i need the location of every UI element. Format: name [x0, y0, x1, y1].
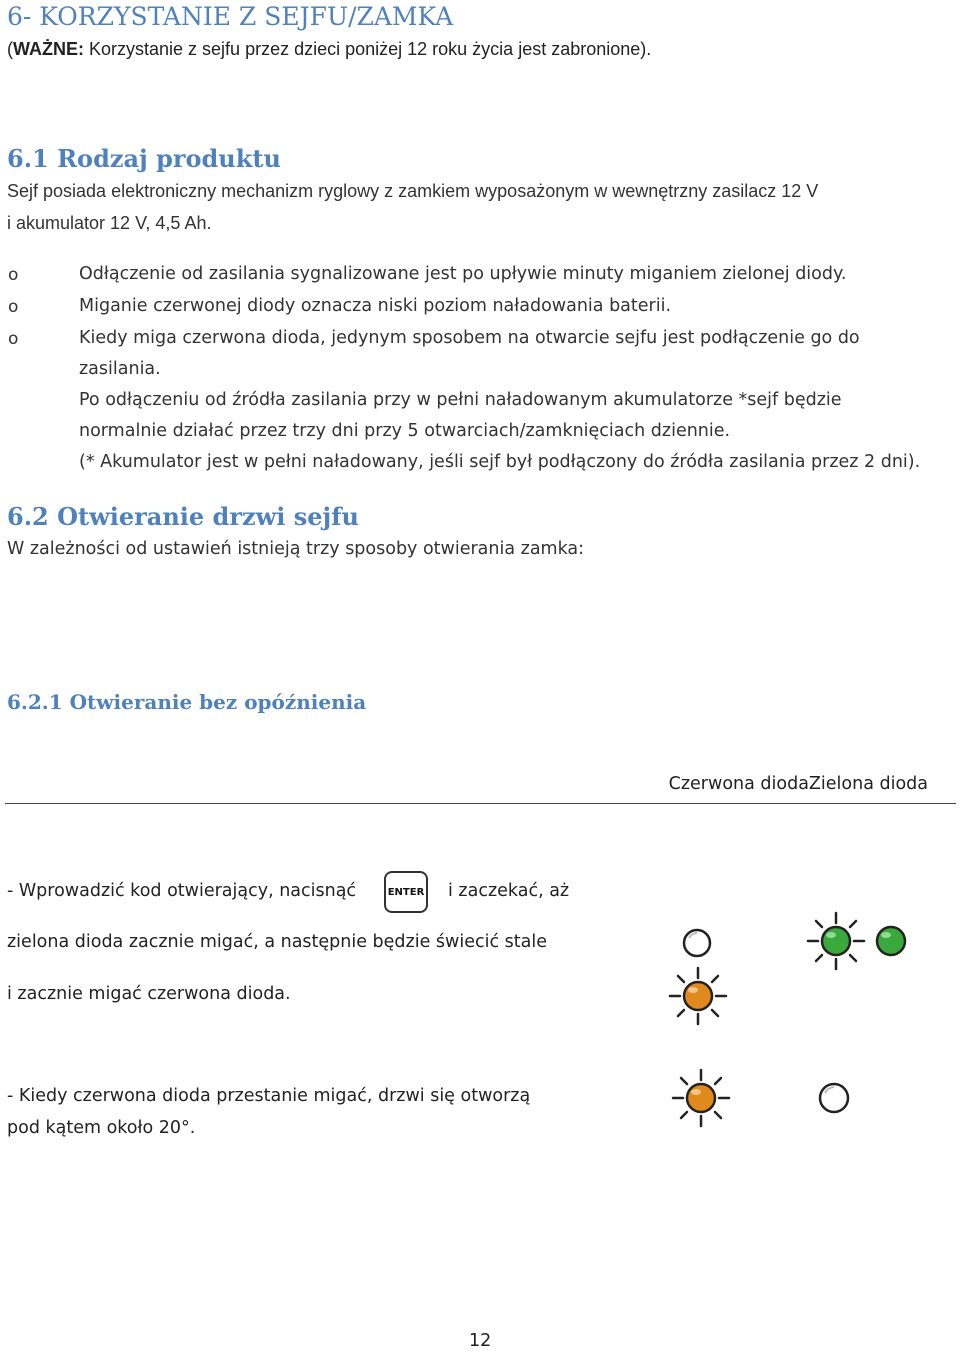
- step-2-line-1: - Kiedy czerwona dioda przestanie migać, drzwi się otworzą: [7, 1086, 531, 1106]
- step-2-line-2: pod kątem około 20°.: [7, 1118, 196, 1138]
- bullet-marker: o: [8, 297, 19, 317]
- led-column-headers: Czerwona diodaZielona dioda: [668, 774, 928, 794]
- bullet-marker: o: [8, 265, 19, 285]
- section-6-title: 6- KORZYSTANIE Z SEJFU/ZAMKA: [7, 2, 454, 31]
- section-6-2-title: 6.2 Otwieranie drzwi sejfu: [7, 502, 359, 531]
- bullet-item-continuation: Po odłączeniu od źródła zasilania przy w pełni naładowanym akumulatorze *sejf będzie: [79, 390, 842, 410]
- enter-key-label: ENTER: [387, 886, 425, 898]
- note-open: (: [7, 39, 13, 59]
- green-led-blinking-icon: [806, 911, 866, 971]
- product-description-line-1: Sejf posiada elektroniczny mechanizm ryglowy z zamkiem wyposażonym w wewnętrzny zasilacz 12 V: [7, 181, 819, 201]
- red-led-blinking-icon: [668, 966, 728, 1026]
- step-1-line-2: zielona dioda zacznie migać, a następnie będzie świecić stale: [7, 932, 547, 952]
- enter-key-icon: [384, 871, 428, 913]
- bullet-item: Odłączenie od zasilania sygnalizowane jest po upływie minuty miganiem zielonej diody.: [79, 264, 847, 284]
- bullet-item-continuation: (* Akumulator jest w pełni naładowany, jeśli sejf był podłączony do źródła zasilania przez 2 dni).: [79, 452, 921, 472]
- green-led-off-icon: [816, 1080, 852, 1116]
- important-note: [7, 39, 651, 60]
- bullet-item-continuation: normalnie działać przez trzy dni przy 5 otwarciach/zamknięciach dziennie.: [79, 421, 731, 441]
- section-6-2-intro: W zależności od ustawień istnieją trzy sposoby otwierania zamka:: [7, 539, 585, 559]
- step-1-line-3: i zacznie migać czerwona dioda.: [7, 984, 291, 1004]
- note-text: Korzystanie z sejfu przez dzieci poniżej 12 roku życia jest zabronione).: [84, 39, 652, 59]
- step-1-text-a: - Wprowadzić kod otwierający, nacisnąć: [7, 881, 357, 901]
- bullet-item-continuation: zasilania.: [79, 359, 161, 379]
- table-header-rule: [5, 803, 956, 804]
- section-6-2-1-title: 6.2.1 Otwieranie bez opóźnienia: [7, 690, 367, 714]
- section-6-1-title: 6.1 Rodzaj produktu: [7, 144, 281, 173]
- product-description-line-2: i akumulator 12 V, 4,5 Ah.: [7, 213, 212, 233]
- bullet-marker: o: [8, 329, 19, 349]
- red-led-blinking-icon: [671, 1068, 731, 1128]
- red-led-off-icon: [680, 926, 714, 960]
- green-led-on-icon: [873, 923, 909, 959]
- bullet-item: Miganie czerwonej diody oznacza niski poziom naładowania baterii.: [79, 296, 672, 316]
- note-bold-label: WAŻNE:: [13, 39, 84, 59]
- page-number: 12: [469, 1331, 492, 1351]
- bullet-item: Kiedy miga czerwona dioda, jedynym sposobem na otwarcie sejfu jest podłączenie go do: [79, 328, 860, 348]
- step-1-text-b: i zaczekać, aż: [448, 881, 570, 901]
